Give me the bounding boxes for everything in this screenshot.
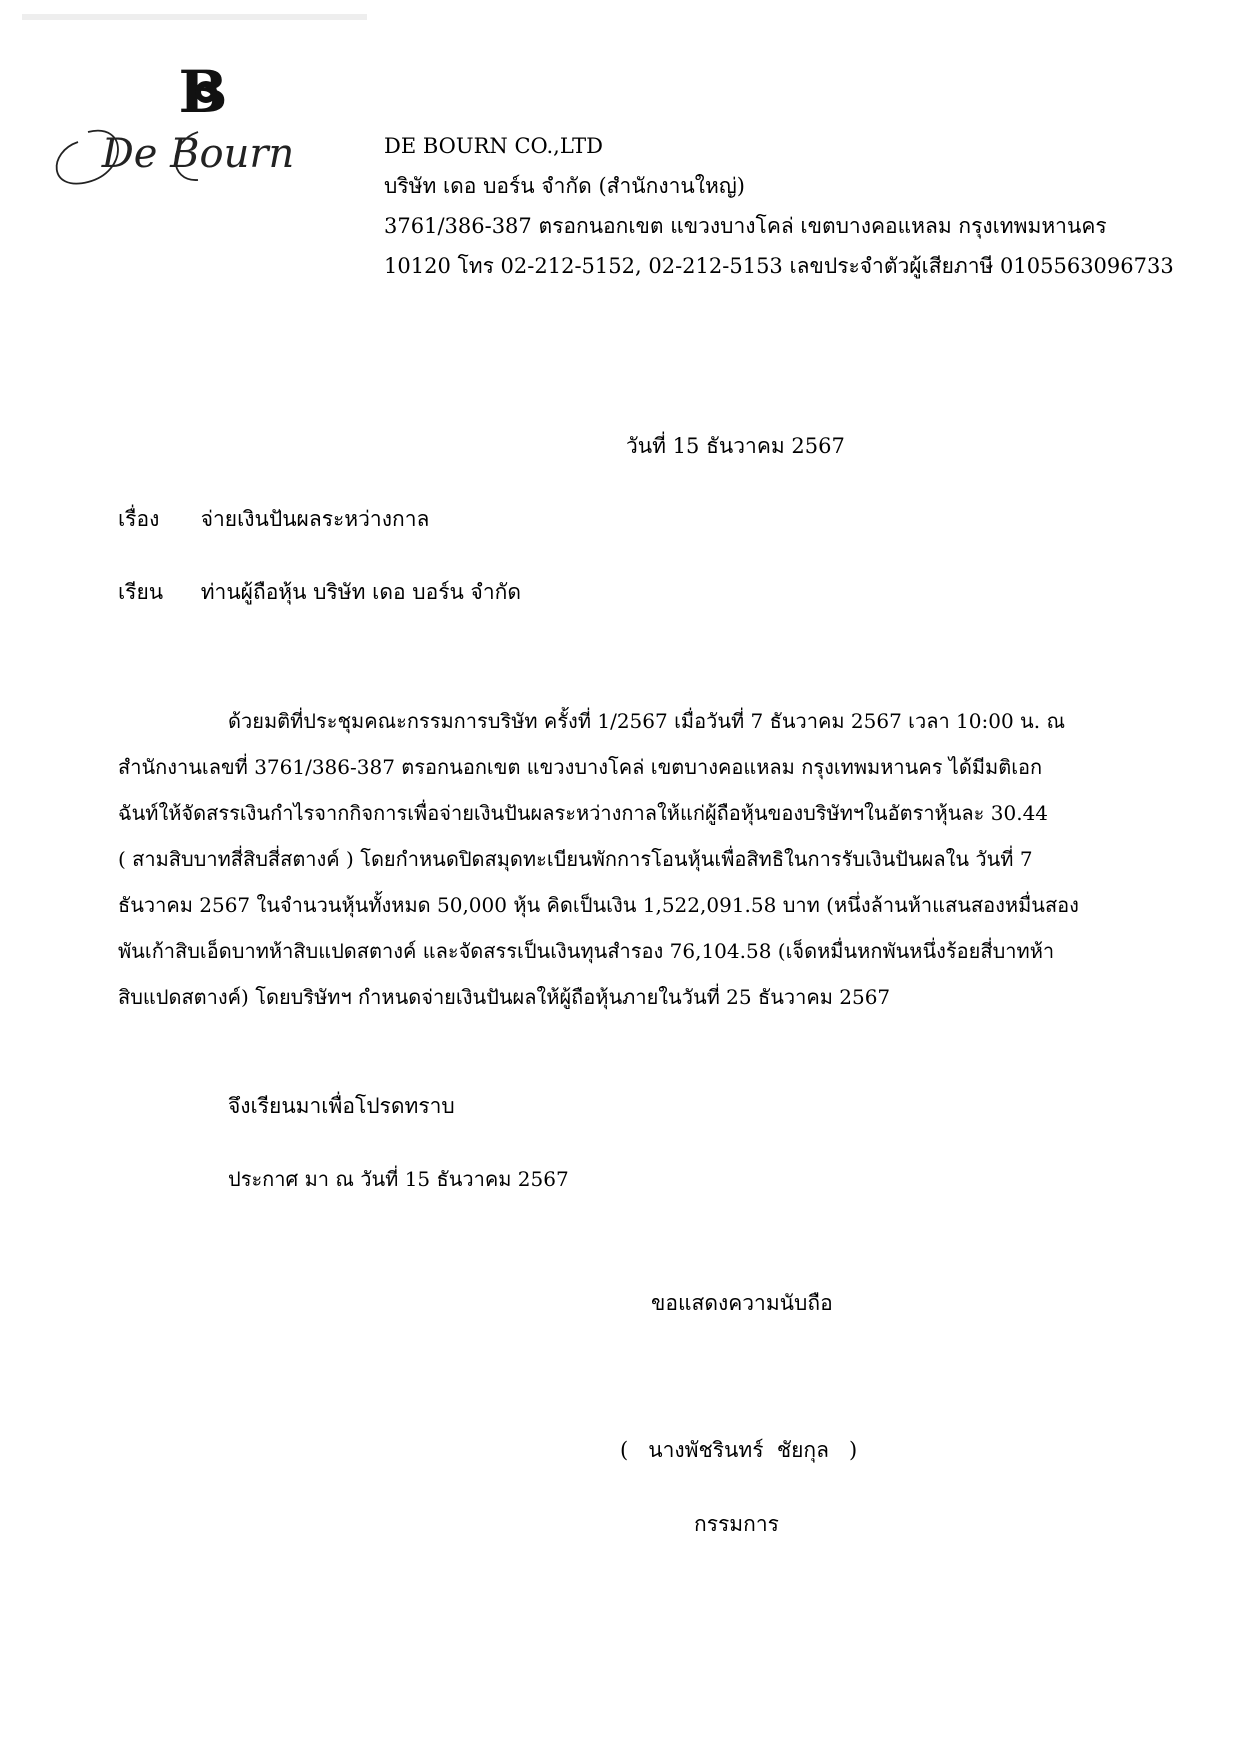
recipient-label: เรียน (118, 580, 164, 604)
letterhead (384, 126, 1174, 286)
recipient-line (118, 576, 521, 609)
subject-label: เรื่อง (118, 507, 160, 531)
company-name-en: DE BOURN CO.,LTD (384, 134, 603, 158)
signatory-name: ( นางพัชรินทร์ ชัยกุล ) (620, 1438, 858, 1462)
logo-initials: B (178, 62, 228, 126)
body-line: ด้วยมติที่ประชุมคณะกรรมการบริษัท ครั้งที่ 1/2567 เมื่อวันที่ 7 ธันวาคม 2567 เวลา 10:00 น. ณ (228, 709, 1065, 733)
body-line: ( สามสิบบาทสี่สิบสี่สตางค์ ) โดยกำหนดปิดสมุดทะเบียนพักการโอนหุ้นเพื่อสิทธิในการรับเงินปันผลใน วันที่ 7 (118, 847, 1033, 871)
announcement-date: ประกาศ มา ณ วันที่ 15 ธันวาคม 2567 (228, 1167, 569, 1191)
letter-date: วันที่ 15 ธันวาคม 2567 (626, 434, 845, 458)
body-line: ฉันท์ให้จัดสรรเงินกำไรจากกิจการเพื่อจ่ายเงินปันผลระหว่างกาลให้แก่ผู้ถือหุ้นของบริษัทฯในอัตราหุ้นละ 30.44 (118, 801, 1049, 825)
company-name-th: บริษัท เดอ บอร์น จำกัด (สำนักงานใหญ่) (384, 174, 745, 198)
closing-text: จึงเรียนมาเพื่อโปรดทราบ (228, 1094, 455, 1118)
regards-text: ขอแสดงความนับถือ (651, 1291, 833, 1315)
company-logo (48, 62, 338, 192)
logo-script: De Bourn (101, 131, 295, 177)
body-line: พันเก้าสิบเอ็ดบาทห้าสิบแปดสตางค์ และจัดสรรเป็นเงินทุนสำรอง 76,104.58 (เจ็ดหมื่นหกพันหนึ่งร้อยสี่บาทห้า (118, 939, 1055, 963)
signatory-position: กรรมการ (694, 1512, 779, 1536)
company-address-line1: 3761/386-387 ตรอกนอกเขต แขวงบางโคล่ เขตบางคอแหลม กรุงเทพมหานคร (384, 214, 1107, 238)
body-line: สำนักงานเลขที่ 3761/386-387 ตรอกนอกเขต แขวงบางโคล่ เขตบางคอแหลม กรุงเทพมหานคร ได้มีมติเอก (118, 755, 1043, 779)
top-bar-divider (22, 14, 367, 20)
letter-body (118, 698, 1113, 1020)
body-line: สิบแปดสตางค์) โดยบริษัทฯ กำหนดจ่ายเงินปันผลให้ผู้ถือหุ้นภายในวันที่ 25 ธันวาคม 2567 (118, 985, 891, 1009)
body-line: ธันวาคม 2567 ในจำนวนหุ้นทั้งหมด 50,000 หุ้น คิดเป็นเงิน 1,522,091.58 บาท (หนึ่งล้านห้าแสนสองหมื่นสอง (118, 893, 1079, 917)
subject-text: จ่ายเงินปันผลระหว่างกาล (200, 507, 430, 531)
subject-line (118, 503, 429, 536)
recipient-text: ท่านผู้ถือหุ้น บริษัท เดอ บอร์น จำกัด (200, 580, 521, 604)
company-address-line2: 10120 โทร 02-212-5152, 02-212-5153 เลขประจำตัวผู้เสียภาษี 0105563096733 (384, 254, 1174, 278)
